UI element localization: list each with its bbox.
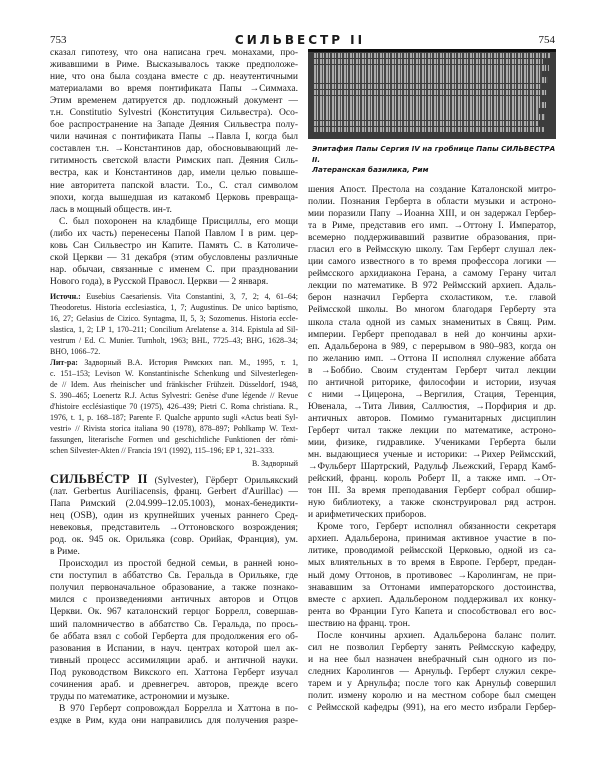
text-line: та в Риме, представив его имп. →Оттону I. Император, (308, 221, 556, 232)
text-line: лекции по математике. В 972 Реймсский архиеп. Адаль- (308, 281, 556, 292)
reference-line: fassungen, literarische Formen und geschichtliche Funktionen der römi- (50, 435, 298, 444)
text-line: и арифметических приборов. (308, 510, 427, 521)
text-line: Папа Римский (2.04.999–12.05.1003), монах-бенедикти- (50, 499, 298, 510)
text-line: сти поступил в аббатство Св. Геральда в Орильяке, где (50, 571, 298, 582)
text-line: ской Церкви — 31 декабря (этим обусловлены различные (50, 252, 298, 263)
text-line: В 970 Герберт сопровождал Боррелла и Хаттона в по- (59, 703, 298, 714)
text-line: труды по математике, астрономии и музыке. (50, 691, 230, 702)
text-line: с ними →Цицерона, →Вергилия, Стация, Теренция, (308, 389, 556, 400)
text-line: ный дому Оттонов, в противовес →Каролингам, не при- (308, 570, 556, 581)
reference-line: vestri» // Rivista storica italiana 90 (1978), 878–897; Pohlkamp W. Text- (50, 424, 298, 433)
text-line: получил первоначальное образование, а также познако- (50, 583, 298, 594)
inscription-row (314, 84, 541, 90)
entry-title-rest: (Sylvester), Гёрберт Орильякский (147, 476, 298, 486)
text-line: бое распространение на Западе Деяния Сильвестра полу- (50, 120, 298, 131)
text-line: полит. измену королю и на местном соборе был смещен (308, 690, 556, 701)
text-line: гитимность светской власти Римских пап. Деяния Силь- (50, 156, 298, 167)
reference-label: Источн.: (50, 292, 81, 301)
text-line: составлен т.н. →Константинов дар, обосновывающий ле- (50, 144, 298, 155)
text-line: всемерно поддерживавший развитие образования, при- (308, 233, 556, 244)
reference-line: BHO, 1066–72. (50, 347, 101, 356)
epitaph-inscription-image (308, 49, 556, 139)
text-line: империи. Герберт преподавал в ней до кончины архи- (308, 329, 556, 340)
sources-section (50, 291, 298, 357)
text-line: шения Апост. Престола на создание Каталонской митро- (308, 185, 556, 195)
text-line: разования в Испании, в науч. центрах которой шел ак- (50, 643, 298, 654)
running-title: СИЛЬВЕСТР II (234, 33, 366, 47)
text-line: мии, физике, гидравлике. Учениками Герберта были (308, 437, 556, 448)
reference-line: 1976, t. 1, p. 168–187; Parente F. Qualche appunto sugli «Actus beati Syl- (50, 413, 298, 422)
text-line: Этим временем датируется др. подложный документ — (50, 96, 298, 107)
text-line: мн. выдающиеся ученые и историки: →Рихер Реймсский, (308, 450, 556, 461)
text-line: по античной риторике, философии и истории, изучая (308, 377, 556, 388)
inscription-row (314, 53, 550, 59)
article-author: В. Задворный (252, 459, 298, 468)
text-line: ние, что она была создана вместе с др. неаутентичными (50, 72, 298, 83)
text-line: тивный процесс ассимиляции араб. и античной науки. (50, 655, 298, 666)
text-line: мии поразили Папу →Иоанна XIII, и он задержал Гербер- (308, 209, 556, 220)
reference-text: Eusebius Caesariensis. Vita Constantini, 3, 7, 2; 4, 61–64; (80, 292, 298, 301)
text-line: Происходил из простой бедной семьи, в ранней юно- (59, 559, 298, 570)
inscription-row (314, 77, 548, 83)
right-column-text (308, 184, 556, 714)
text-line: в Риме. (50, 547, 80, 558)
text-line: материалами во время понтификата Папы →Симмаха. (50, 84, 298, 95)
text-line: школа стала одной из самых знаменитых в Свящ. Рим. (308, 317, 556, 328)
reference-line (50, 357, 298, 368)
entry-sylvester-ii (50, 472, 298, 727)
text-line: вестра, как и Константинов дар, имели целью повыше- (50, 168, 298, 179)
text-line: лась в мощный обществ. ин-т. (50, 204, 172, 215)
text-line: литике, проводимой реймсской Церковью, одной из са- (308, 546, 556, 557)
text-line: по желанию имп. →Оттона II исполнял служение аббата (308, 353, 556, 364)
text-line: эпохи, когда вышедшая из катакомб Церковь превраща- (50, 192, 298, 203)
text-line: ездке в Рим, куда они направились для получения разре- (50, 715, 298, 726)
literature-section (50, 357, 298, 456)
text-line: ции самого известного в то время профессора логики — (308, 257, 556, 268)
reference-label: Лит-ра: (50, 358, 78, 367)
text-line: После кончины архиеп. Адальберона баланс полит. (317, 630, 556, 641)
text-line: Кроме того, Герберт исполнял обязанности секретаря (317, 522, 556, 533)
text-line: тон III. За время преподавания Герберт собрал обшир- (308, 486, 556, 497)
inscription-row (314, 114, 545, 120)
reference-line: Theodoretus. Historia ecclesiastica, 1, 7; Augustinus. De unico baptismo, (50, 303, 298, 312)
page-number-left: 753 (50, 34, 67, 46)
reference-line: S. 390–465; Loenertz R.J. Actus Sylvestri: Genèse d'une légende // Revue (50, 391, 298, 400)
reference-line: с. 151–153; Levison W. Konstantinische Schenkung und Silvesterlegen- (50, 369, 298, 378)
caption-line: Латеранская базилика, Рим (312, 165, 429, 174)
text-line: шествию на франц. трон. (308, 618, 411, 629)
inscription-row (314, 102, 546, 108)
inscription-row (314, 121, 538, 127)
text-line: еп. Адальберона в 989, с перерывом в 980–983, когда он (308, 341, 556, 352)
reference-line: de // Idem. Aus rheinischer und fränkischer Frühzeit. Düsseldorf, 1948, (50, 380, 298, 389)
text-line: мых влиятельных в то время в Европе. Герберт, предан- (308, 558, 556, 569)
reference-line: 16, 27; Gelasius de Cizico. Syntagma, II, 5, 3; Sozomenus. Historia eccle- (50, 314, 298, 323)
text-line: полии. Познания Герберта в области музыки и астроно- (308, 197, 556, 208)
article-continuation (50, 47, 298, 288)
caption-line: Эпитафия Папы Сергия IV на гробнице Папы СИЛЬВЕСТРА II. (312, 144, 556, 164)
text-line: сил не позволил Герберту занять Реймсскую кафедру, (308, 642, 556, 653)
text-line: ковь Сан Сильвестро ин Капите. Память С. в Католиче- (50, 240, 298, 251)
text-line: (лат. Gerbertus Auriliacensis, франц. Gerbert d'Aurillac) — (50, 487, 298, 497)
text-line: архиеп. Адальберона, принимая активное участие в по- (308, 534, 556, 545)
text-line: рейский, франц. король Роберт II, а также имп. →От- (308, 474, 556, 485)
text-line: и на нее был назначен внебрачный сын одного из по- (308, 654, 556, 665)
text-line: нец (OSB), один из крупнейших ученых раннего Сред- (50, 511, 298, 522)
text-line: Церкви. Ок. 967 каталонский герцог Боррелл, совершав- (50, 607, 298, 618)
text-line: берон назначил Герберта схоластиком, т.е. главой (308, 293, 556, 304)
text-line: бе аббата взял с собой Герберта для продолжения его об- (50, 631, 298, 642)
text-line: Реймсской школы. Во многом благодаря Герберту эта (308, 305, 556, 316)
text-line: тарем и у Арнульфа; после того как Арнульф совершил (308, 678, 556, 689)
text-line: живавшими в Риме. Высказывалось также предположе- (50, 60, 298, 71)
text-line: в →Боббио. Своим студентам Герберт читал лекции (308, 365, 556, 376)
text-line: с Реймсской кафедры (991), на его место избрали Гербер- (308, 703, 556, 714)
text-line: античных авторов. Помимо гуманитарных дисциплин (308, 413, 556, 424)
entry-heading-line (50, 472, 298, 486)
text-line: следних Каролингов — Арнульф. Герберт служил секре- (308, 666, 556, 677)
text-line: гласил его в Реймсскую школу. Там Герберт слушал лек- (308, 245, 556, 256)
text-line: реймсского архидиакона Герана, а самому Герану читал (308, 269, 556, 280)
inscription-row (314, 90, 547, 96)
reference-line: d'histoire ecclésiastique 70 (1975), 426–439; Pietri C. Roma christiana. R., (50, 402, 298, 411)
reference-text: Задворный В.А. История Римских пап. М., 1995, т. 1, (77, 358, 298, 367)
reference-line: vestrum / Ed. C. Munier. Turnholt, 1963; BHL, 7725–43; BHG, 1628–34; (50, 336, 298, 345)
text-line: Под руководством Викского еп. Хаттона Герберт изучал (50, 667, 298, 678)
inscription-row (314, 71, 542, 77)
text-line: вместе с архиеп. Адальбероном поддерживал их конку- (308, 594, 556, 605)
inscription-row (314, 65, 549, 71)
text-line: мился с произведениями античных авторов и Отцов (50, 595, 298, 606)
text-line: невековья, представитель →Оттоновского возрождения; (50, 523, 298, 534)
entry-title: СИЛЬВЕ́СТР II (50, 472, 148, 486)
text-line: (либо их часть) перенесены Папой Павлом I в рим. цер- (50, 228, 298, 239)
inscription-row (314, 127, 544, 133)
text-line: Герберт читал также лекции по математике, астроно- (308, 425, 556, 436)
text-line: С. был похоронен на кладбище Присциллы, его мощи (59, 216, 298, 227)
text-line: знававшим за Оттонами императорского достоинства, (308, 582, 556, 593)
inscription-row (314, 108, 539, 114)
text-line: ший паломничество в аббатство Св. Геральда, по прось- (50, 619, 298, 630)
figure-caption (312, 144, 556, 176)
text-line: т.н. Constitutio Sylvestri (Конституция Сильвестра). Осо- (50, 108, 298, 119)
inscription-row (314, 59, 543, 65)
text-line: Ювенала, →Тита Ливия, Саллюстия, →Порфирия и др. (308, 401, 556, 412)
reference-line: slastica, 1, 2; LP 1, 170–211; Concilium Arelatense a. 314. Epistula ad Sil- (50, 325, 298, 334)
text-line: чили начиная с понтификата Папы →Павла I, когда был (50, 132, 298, 143)
text-line: ную библиотеку, а также сконструировал ряд астрон. (308, 498, 556, 509)
text-line: Нового года), в Русской Правосл. Церкви — 2 января. (50, 276, 269, 287)
text-line: →Фульберт Шартрский, Радульф Льежский, Герард Камб- (308, 462, 556, 473)
page-number-right: 754 (538, 34, 555, 46)
text-line: сочинения араб. и древнегреч. авторов, прежде всего (50, 679, 298, 690)
text-line: ние авторитета папской власти. Т.о., С. стал символом (50, 180, 298, 191)
text-line: род. ок. 945 ок. Орильяка (совр. Орийак, Франция), ум. (50, 535, 298, 546)
text-line: рента во Франции Гуго Капета и способствовал его вос- (308, 606, 556, 617)
inscription-row (314, 96, 540, 102)
text-line: сказал гипотезу, что она написана греч. монахами, про- (50, 48, 298, 58)
reference-line (50, 291, 298, 302)
reference-line: schen Silvester-Akten // Francia 19/1 (1992), 115–196; EP 1, 321–333. (50, 446, 275, 455)
text-line: нар. обычаи, связанные с именем С. при праздновании (50, 264, 298, 275)
